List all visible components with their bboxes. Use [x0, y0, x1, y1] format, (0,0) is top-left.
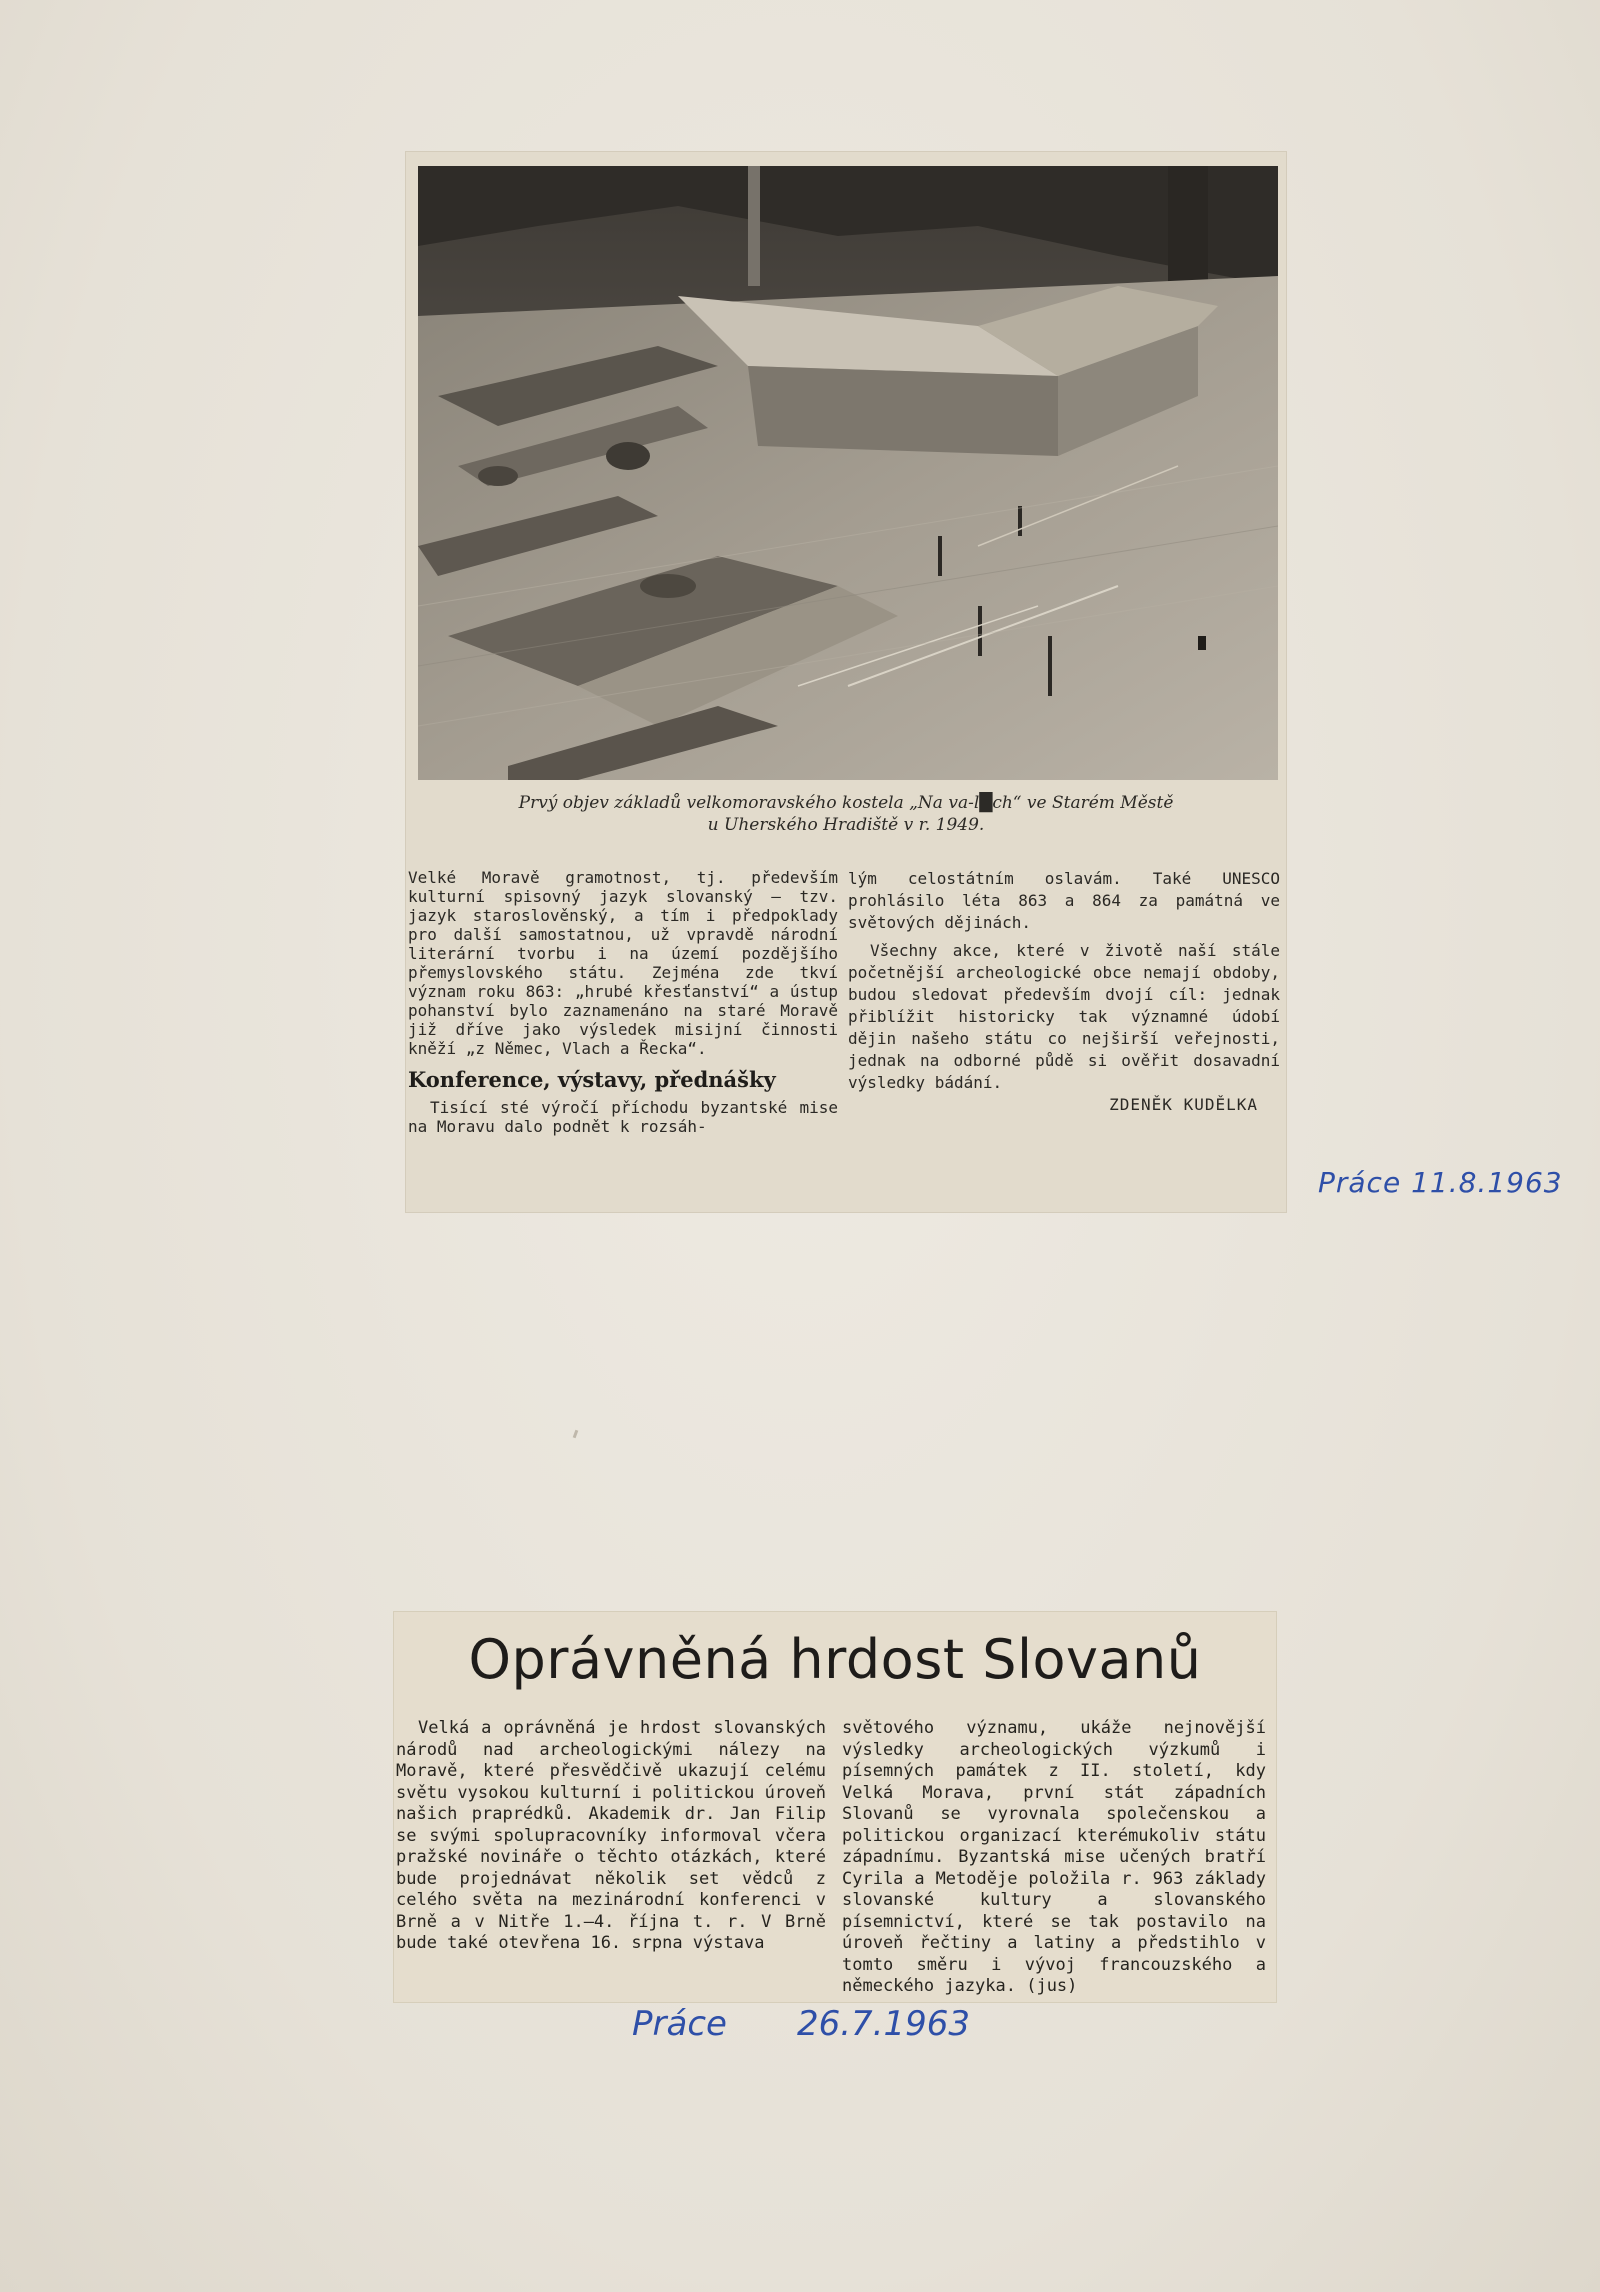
article-headline: Oprávněná hrdost Slovanů [468, 1628, 1202, 1691]
article-subheading: Konference, výstavy, přednášky [408, 1067, 776, 1092]
article-author: ZDENĚK KUDĚLKA [1109, 1095, 1258, 1114]
article-paragraph: Tisící sté výročí příchodu byzantské mise na Moravu dalo podnět k rozsáh- [408, 1098, 838, 1136]
caption-line-1: Prvý objev základů velkomoravského kostela „Na va-l█ch“ ve Starém Městě [518, 793, 1174, 813]
newspaper-clipping-2 [394, 1612, 1276, 2002]
excavation-photo [418, 166, 1278, 780]
caption-line-2: u Uherského Hradiště v r. 1949. [707, 815, 985, 835]
article-right-column [842, 1718, 1266, 1998]
photo-caption [406, 792, 1286, 836]
article-columns [394, 1718, 1276, 2008]
article-columns [406, 868, 1286, 1208]
article-paragraph: lým celostátním oslavám. Také UNESCO prohlásilo léta 863 a 864 za památná ve světových dějinách. [848, 869, 1280, 932]
article-left-column [408, 868, 838, 1136]
handwritten-date: 26.7.1963 [796, 2004, 970, 2044]
article-paragraph: Velké Moravě gramotnost, tj. především kulturní spisovný jazyk slovanský — tzv. jazyk staroslověnský, a tím i předpoklady pro další samostatnou, už vpravdě národní literární tvorbu i na území pozdějšího přemyslovského státu. Zejména zde tkví význam roku 863: „hrubé křesťanství“ a ústup pohanství bylo zaznamenáno na staré Moravě již dříve jako výsledek misijní činnosti kněží „z Němec, Vlach a Řecka“. [408, 868, 838, 1058]
article-left-column [396, 1718, 826, 1955]
paper-mark [573, 1430, 579, 1439]
newspaper-clipping-1 [406, 152, 1286, 1212]
article-paragraph: Všechny akce, které v životě naší stále početnější archeologické obce nemají obdoby, budou sledovat především dvojí cíl: jednak přiblížit historicky tak významné údobí dějin našeho státu co nejširší veřejnosti, jednak na odborné půdě si ověřit dosavadní výsledky bádání. [848, 941, 1280, 1092]
handwritten-source: Práce [632, 2004, 727, 2044]
handwritten-source-date-1: Práce 11.8.1963 [1318, 1166, 1563, 1199]
article-right-column [848, 868, 1280, 1116]
article-paragraph: Velká a oprávněná je hrdost slovanských národů nad archeologickými nálezy na Moravě, které přesvědčivě ukazují celému světu vysokou kulturní i politickou úroveň našich praprédků. Akademik dr. Jan Filip se svými spolupracovníky informoval včera pražské novináře o těchto otázkách, které bude projednávat několik set vědců z celého světa na mezinárodní konferenci v Brně a v Nitře 1.—4. října t. r. V Brně bude také otevřena 16. srpna výstava [396, 1718, 826, 1953]
article-paragraph: světového významu, ukáže nejnovější výsledky archeologických výzkumů i písemných památek z II. století, kdy Velká Morava, první stát západních Slovanů se vyrovnala společenskou a politickou organizací kterémukoliv státu západnímu. Byzantská mise učených bratří Cyrila a Metoděje položila r. 963 základy slovanské kultury a slovanského písemnictví, které se tak postavilo na úroveň řečtiny a latiny a předstihlo v tomto směru i vývoj francouzského a německého jazyka. (jus) [842, 1718, 1266, 1996]
handwritten-source-date-2 [632, 2004, 970, 2044]
